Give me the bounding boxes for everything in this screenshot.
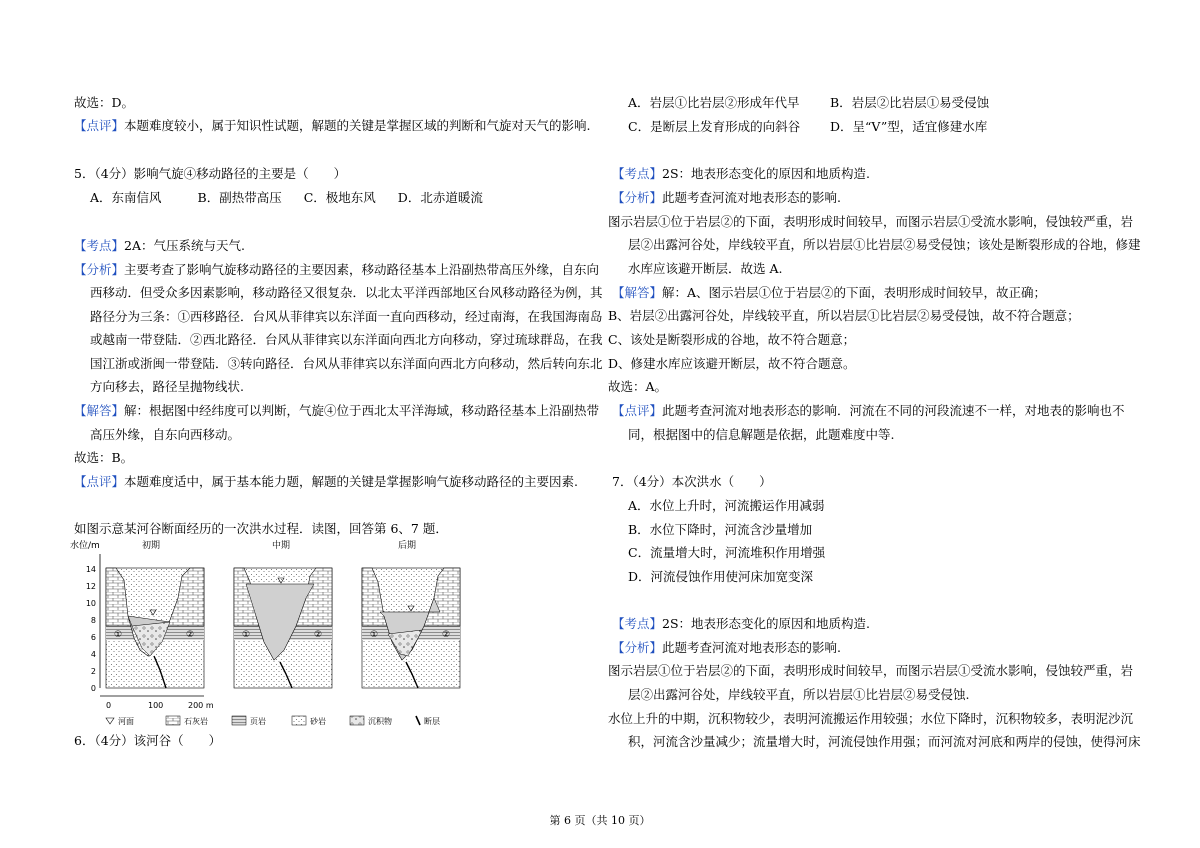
q5-analysis-line: 方向移去，路径呈抛物线状. (90, 379, 244, 394)
q7-option: D．河流侵蚀作用使河床加宽变深 (628, 569, 814, 584)
q7-analysis: 【分析】此题考查河流对地表形态的影响. (612, 640, 841, 655)
q5-analysis: 【分析】主要考查了影响气旋移动路径的主要因素，移动路径基本上沿副热带高压外缘，自东向 (74, 262, 600, 277)
q6-stem: 6．（4分）该河谷（ ） (74, 733, 222, 748)
y-tick-label: 12 (85, 582, 96, 591)
q7-body-line: 水位上升的中期，沉积物较少，表明河流搬运作用较强；水位下降时，沉积物较多，表明泥沙沉 (608, 711, 1134, 726)
q6-options-ab: A．岩层①比岩层②形成年代早 B．岩层②比岩层①易受侵蚀 (628, 95, 990, 110)
y-tick-label: 4 (90, 650, 96, 659)
y-axis-label: 水位/m (70, 541, 100, 551)
q7-stem: 7．（4分）本次洪水（ ） (612, 474, 772, 489)
layer-label-2: ② (186, 630, 195, 640)
q7-option: A．水位上升时，河流搬运作用减弱 (628, 498, 825, 513)
y-tick-label: 2 (90, 667, 96, 676)
panel-label: 初期 (142, 541, 161, 551)
q7-point: 【考点】2S：地表形态变化的原因和地质构造. (612, 616, 871, 631)
legend-label: 河面 (118, 717, 134, 726)
panel-late (362, 539, 460, 688)
x-tick-label: 200 m (188, 701, 214, 710)
q6-answer: 故选：A。 (608, 379, 668, 394)
legend-label: 断层 (424, 717, 440, 726)
q7-body-line: 层②出露河谷处，岸线较平直，所以岩层①比岩层②易受侵蚀. (628, 687, 970, 702)
q4-review: 【点评】本题难度较小，属于知识性试题，解题的关键是掌握区域的判断和气旋对天气的影响. (74, 118, 591, 133)
panel-label: 中期 (272, 541, 291, 551)
layer-label-1: ① (370, 630, 379, 640)
layer-label-2: ② (442, 630, 451, 640)
q5-review: 【点评】本题难度适中，属于基本能力题，解题的关键是掌握影响气旋移动路径的主要因素. (74, 474, 578, 489)
q6-solution-line: C、该处是断裂形成的谷地，故不符合题意； (608, 332, 856, 347)
x-tick-label: 100 (148, 701, 164, 710)
q6-body-line: 水库应该避开断层．故选 A. (628, 261, 783, 276)
q5-solution-line: 高压外缘，自东向西移动。 (90, 427, 241, 442)
q4-answer: 故选：D。 (74, 95, 135, 110)
legend-label: 页岩 (250, 717, 266, 726)
q6-review-line: 同，根据图中的信息解题是依据，此题难度中等. (628, 427, 895, 442)
q6-solution-line: D、修建水库应该避开断层，故不符合题意。 (608, 356, 856, 371)
y-tick-label: 0 (90, 684, 96, 693)
x-ticks (106, 701, 214, 710)
legend-label: 砂岩 (310, 717, 326, 726)
q6-analysis: 【分析】此题考查河流对地表形态的影响. (612, 190, 841, 205)
q7-body-line: 积，河流含沙量减少；流量增大时，河流侵蚀作用强；而河流对河底和两岸的侵蚀，使得河床 (628, 734, 1141, 749)
q5-point: 【考点】2A：气压系统与天气. (74, 238, 245, 253)
q7-body-line: 图示岩层①位于岩层②的下面，表明形成时间较早，而图示岩层①受流水影响，侵蚀较严重，岩 (608, 663, 1134, 678)
y-ticks (86, 565, 96, 693)
review-tag: 【点评】 (74, 118, 125, 133)
q5-stem: 5．（4分）影响气旋④移动路径的主要是（ ） (74, 166, 347, 181)
legend (106, 716, 440, 726)
q5-solution: 【解答】解：根据图中经纬度可以判断，气旋④位于西北太平洋海域，移动路径基本上沿副热带 (74, 403, 600, 418)
panel-label: 后期 (398, 541, 417, 551)
layer-label-1: ① (242, 630, 251, 640)
q7-option: C．流量增大时，河流堆积作用增强 (628, 545, 826, 560)
panel-middle (234, 539, 332, 688)
figure-intro: 如图示意某河谷断面经历的一次洪水过程．读图，回答第 6、7 题． (74, 521, 448, 536)
q5-analysis-line: 国江浙或浙闽一带登陆．③转向路径．台风从菲律宾以东洋面向西北方向移动，然后转向东北 (90, 356, 603, 371)
q5-answer: 故选：B。 (74, 450, 134, 465)
y-tick-label: 14 (85, 565, 96, 574)
q5-analysis-line: 西移动．但受众多因素影响，移动路径又很复杂．以北太平洋西部地区台风移动路径为例，其 (90, 285, 603, 300)
x-tick-label: 0 (106, 701, 112, 710)
y-tick-label: 8 (90, 616, 96, 625)
legend-label: 沉积物 (368, 717, 392, 726)
q6-body-line: 层②出露河谷处，岸线较平直，所以岩层①比岩层②易受侵蚀；该处是断裂形成的谷地，修建 (628, 237, 1141, 252)
q5-analysis-line: 或越南一带登陆．②西北路径．台风从菲律宾以东洋面向西北方向移动，穿过琉球群岛，在我 (90, 332, 603, 347)
y-tick-label: 10 (85, 599, 96, 608)
layer-label-1: ① (114, 630, 123, 640)
q5-analysis-line: 路径分为三条：①西移路径．台风从菲律宾以东洋面一直向西移动，经过南海，在我国海南岛 (90, 309, 603, 324)
q6-point: 【考点】2S：地表形态变化的原因和地质构造. (612, 166, 871, 181)
q6-options-cd: C．是断层上发育形成的向斜谷 D．呈“V”型，适宜修建水库 (628, 119, 988, 134)
q7-option: B．水位下降时，河流含沙量增加 (628, 522, 813, 537)
q6-review: 【点评】此题考查河流对地表形态的影响．河流在不同的河段流速不一样，对地表的影响也不 (612, 403, 1125, 418)
river-valley-figure (70, 538, 490, 730)
q6-solution: 【解答】解：A、图示岩层①位于岩层②的下面，表明形成时间较早，故正确； (612, 285, 1047, 300)
panel-early (106, 539, 204, 688)
page-footer: 第 6 页（共 10 页） (549, 814, 651, 827)
q5-options: A．东南信风 B．副热带高压 C．极地东风 D．北赤道暖流 (90, 190, 483, 205)
y-tick-label: 6 (90, 633, 96, 642)
legend-label: 石灰岩 (184, 717, 208, 726)
q6-body-line: 图示岩层①位于岩层②的下面，表明形成时间较早，而图示岩层①受流水影响，侵蚀较严重，岩 (608, 214, 1134, 229)
q6-solution-line: B、岩层②出露河谷处，岸线较平直，所以岩层①比岩层②易受侵蚀，故不符合题意； (608, 308, 1080, 323)
layer-label-2: ② (314, 630, 323, 640)
